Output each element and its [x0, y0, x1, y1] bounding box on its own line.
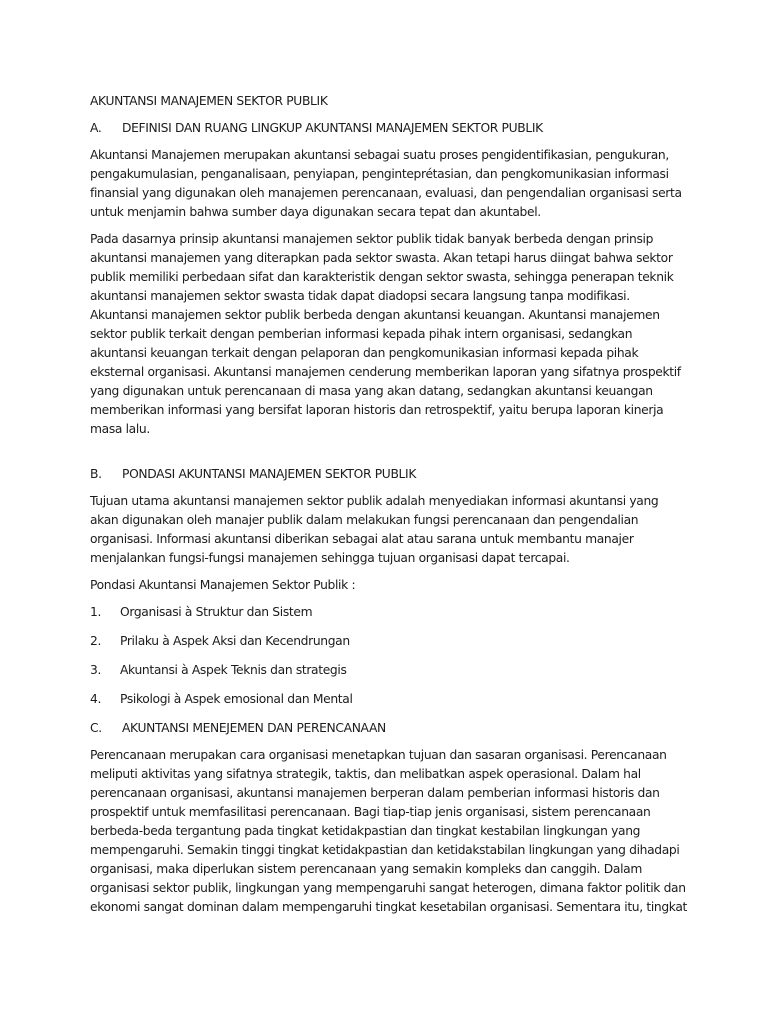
list-item-text: Organisasi à Struktur dan Sistem [120, 605, 313, 619]
list-item-number: 1. [90, 605, 102, 619]
section-c-heading [90, 719, 690, 738]
section-b-heading-text: PONDASI AKUNTANSI MANAJEMEN SEKTOR PUBLIK [122, 467, 417, 481]
section-b-paragraph-2: Pondasi Akuntansi Manajemen Sektor Publik : [90, 578, 356, 592]
section-a-paragraph-1: Akuntansi Manajemen merupakan akuntansi sebagai suatu proses pengidentifikasian, pengukuran, pengakumulasian, penganalisaan, penyiapan, penginteprétasian, dan pengkomunikasian informasi finansial yang digunakan oleh manajemen perencanaan, evaluasi, dan pengendalian organisasi serta untuk menjamin bahwa sumber daya digunakan secara tepat dan akuntabel. [90, 148, 682, 219]
document-page [90, 92, 690, 925]
list-item-number: 4. [90, 692, 102, 706]
section-c-heading-text: AKUNTANSI MENEJEMEN DAN PERENCANAAN [122, 721, 386, 735]
list-item-text: Psikologi à Aspek emosional dan Mental [120, 692, 353, 706]
list-item-number: 2. [90, 634, 102, 648]
list-item [90, 603, 690, 622]
list-item [90, 632, 690, 651]
blank-line [90, 447, 690, 465]
list-item [90, 661, 690, 680]
list-item-number: 3. [90, 663, 102, 677]
section-a-heading [90, 119, 690, 138]
section-a-heading-text: DEFINISI DAN RUANG LINGKUP AKUNTANSI MANAJEMEN SEKTOR PUBLIK [122, 121, 543, 135]
section-a-letter: A. [90, 121, 102, 135]
section-b-letter: B. [90, 467, 102, 481]
section-c-letter: C. [90, 721, 102, 735]
section-c-paragraph-1: Perencanaan merupakan cara organisasi menetapkan tujuan dan sasaran organisasi. Perencanaan meliputi aktivitas yang sifatnya strategik, taktis, dan melibatkan aspek operasional. Dalam hal perencanaan organisasi, akuntansi manajemen berperan dalam pemberian informasi historis dan prospektif untuk memfasilitasi perencanaan. Bagi tiap-tiap jenis organisasi, sistem perencanaan berbeda-beda tergantung pada tingkat ketidakpastian dan tingkat kestabilan lingkungan yang mempengaruhi. Semakin tinggi tingkat ketidakpastian dan ketidakstabilan lingkungan yang dihadapi organisasi, maka diperlukan sistem perencanaan yang semakin kompleks dan canggih. Dalam organisasi sektor publik, lingkungan yang mempengaruhi sangat heterogen, dimana faktor politik dan ekonomi sangat dominan dalam mempengaruhi tingkat kesetabilan organisasi. Sementara itu, tingkat [90, 748, 688, 914]
section-b-heading [90, 465, 690, 484]
document-title: AKUNTANSI MANAJEMEN SEKTOR PUBLIK [90, 94, 328, 108]
section-a-paragraph-2: Pada dasarnya prinsip akuntansi manajemen sektor publik tidak banyak berbeda dengan prinsip akuntansi manajemen yang diterapkan pada sektor swasta. Akan tetapi harus diingat bahwa sektor publik memiliki perbedaan sifat dan karakteristik dengan sektor swasta, sehingga penerapan teknik akuntansi manajemen sektor swasta tidak dapat diadopsi secara langsung tanpa modifikasi. Akuntansi manajemen sektor publik berbeda dengan akuntansi keuangan. Akuntansi manajemen sektor publik terkait dengan pemberian informasi kepada pihak intern organisasi, sedangkan akuntansi keuangan terkait dengan pelaporan dan pengkomunikasian informasi kepada pihak eksternal organisasi. Akuntansi manajemen cenderung memberikan laporan yang sifatnya prospektif yang digunakan untuk perencanaan di masa yang akan datang, sedangkan akuntansi keuangan memberikan informasi yang bersifat laporan historis dan retrospektif, yaitu berupa laporan kinerja masa lalu. [90, 232, 681, 436]
list-item [90, 690, 690, 709]
list-item-text: Prilaku à Aspek Aksi dan Kecendrungan [120, 634, 350, 648]
list-item-text: Akuntansi à Aspek Teknis dan strategis [120, 663, 347, 677]
section-b-paragraph-1: Tujuan utama akuntansi manajemen sektor publik adalah menyediakan informasi akuntansi yang akan digunakan oleh manajer publik dalam melakukan fungsi perencanaan dan pengendalian organisasi. Informasi akuntansi diberikan sebagai alat atau sarana untuk membantu manajer menjalankan fungsi-fungsi manajemen sehingga tujuan organisasi dapat tercapai. [90, 494, 659, 565]
pondasi-list [90, 603, 690, 709]
